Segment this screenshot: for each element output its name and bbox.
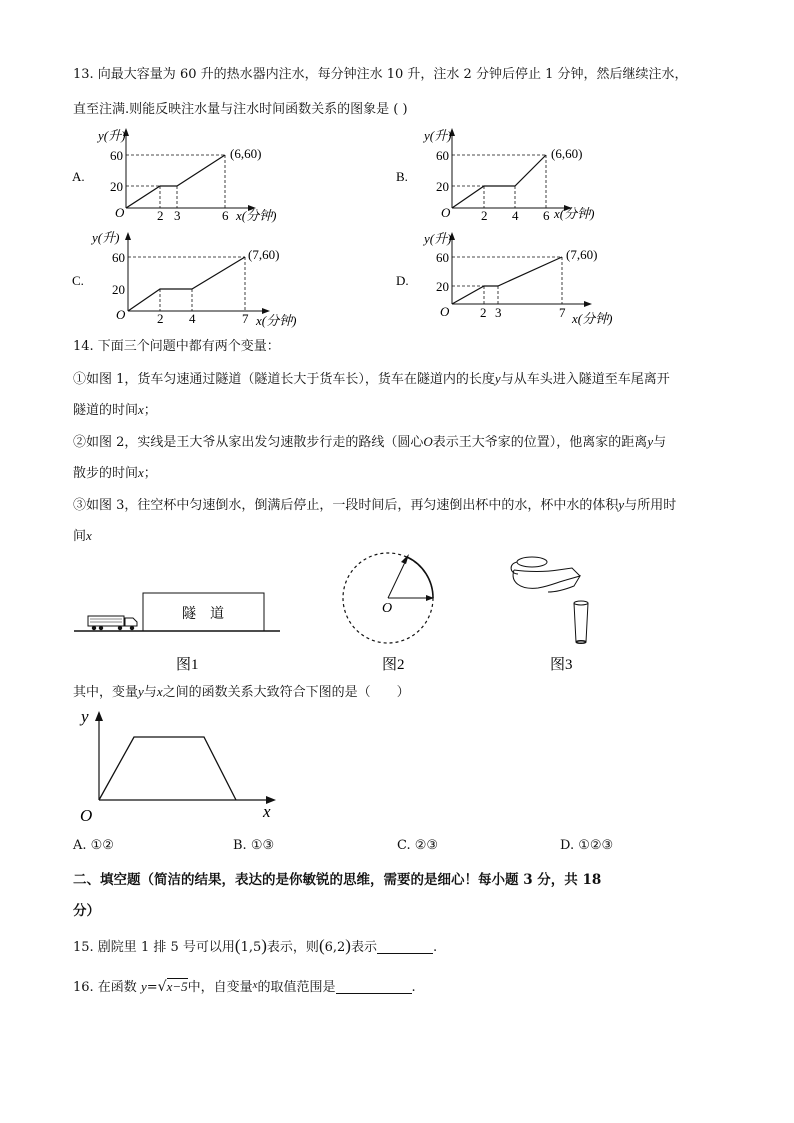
q14-item3-line2 bbox=[73, 527, 92, 546]
y-axis-label: y(升) bbox=[92, 230, 120, 245]
fig1-caption: 图1 bbox=[176, 657, 199, 673]
q16-end: . bbox=[411, 980, 416, 995]
q14-item2-line2 bbox=[73, 464, 157, 483]
trapezoid-line bbox=[99, 737, 236, 800]
q16-text-a: 16. 在函数 bbox=[73, 980, 137, 995]
q14-item1-line1 bbox=[73, 370, 670, 389]
q13-graph-d bbox=[394, 228, 644, 330]
ytick-60: 60 bbox=[110, 148, 123, 163]
option-label-a: A. bbox=[72, 169, 85, 184]
q13-line2: 直至注满.则能反映注水量与注水时间函数关系的图象是 ( ) bbox=[73, 102, 408, 117]
item3-text-b: 与所用时 bbox=[624, 498, 677, 513]
paren-close: ) bbox=[345, 936, 351, 955]
option-b[interactable]: B. ①③ bbox=[233, 838, 275, 853]
var-x: x bbox=[138, 402, 144, 417]
q15-pair2: 6,2 bbox=[324, 940, 346, 955]
var-O: O bbox=[423, 434, 433, 449]
var-x: x bbox=[156, 684, 163, 699]
section2-title-line1: 二、填空题（简洁的结果，表达的是你敏锐的思维，需要的是细心！每小题 3 分，共 18 bbox=[73, 872, 602, 888]
ytick-60: 60 bbox=[112, 250, 125, 265]
xtick-4: 4 bbox=[189, 311, 196, 326]
var-y: y bbox=[647, 434, 654, 449]
figure-2-circle bbox=[330, 540, 460, 675]
q14-answer-graph bbox=[70, 704, 290, 830]
q15-text-a: 15. 剧院里 1 排 5 号可以用 bbox=[73, 940, 235, 955]
prompt-text-a: 其中，变量 bbox=[73, 685, 139, 700]
figure-3-pour bbox=[500, 548, 610, 675]
option-label-b: B. bbox=[396, 169, 408, 184]
prompt-text-c: 之间的函数关系大致符合下图的是（ ） bbox=[162, 685, 410, 700]
graph-line bbox=[128, 257, 245, 311]
x-axis-label: x(分钟) bbox=[572, 311, 613, 326]
graph-line bbox=[126, 155, 225, 208]
q15-text-b: 表示，则 bbox=[266, 940, 319, 955]
xtick-6: 6 bbox=[543, 208, 550, 223]
end-point-label: (7,60) bbox=[566, 247, 598, 262]
xtick-7: 7 bbox=[559, 305, 566, 320]
var-y: y bbox=[138, 684, 144, 699]
x-axis-label: x(分钟) bbox=[554, 206, 595, 221]
item1-text-c: 隧道的时间 bbox=[73, 403, 139, 418]
y-axis-label: y(升) bbox=[98, 128, 126, 143]
item2-text-b: 表示王大爷家的位置），他离家的距离 bbox=[432, 435, 648, 450]
item2-end: ； bbox=[143, 466, 157, 481]
option-d[interactable]: D. ①②③ bbox=[560, 838, 614, 853]
end-point-label: (6,60) bbox=[230, 146, 262, 161]
x-label: x bbox=[263, 802, 271, 821]
origin-label: O bbox=[440, 304, 450, 319]
fig2-caption: 图2 bbox=[382, 657, 405, 673]
section2-title-line2: 分） bbox=[73, 903, 100, 919]
origin-label: O bbox=[80, 806, 93, 825]
item1-end: ； bbox=[143, 403, 157, 418]
tunnel-label: 隧 道 bbox=[182, 607, 224, 622]
item3-text-a: ③如图 3，往空杯中匀速倒水，倒满后停止，一段时间后，再匀速倒出杯中的水，杯中水的体积 bbox=[73, 498, 619, 513]
option-label-d: D. bbox=[396, 273, 409, 288]
q16-text-b: 中，自变量 bbox=[187, 980, 253, 995]
center-label: O bbox=[382, 601, 393, 616]
xtick-4: 4 bbox=[512, 208, 519, 223]
ytick-20: 20 bbox=[112, 282, 125, 297]
y-axis-label: y(升) bbox=[424, 128, 452, 143]
var-x: x bbox=[86, 528, 92, 543]
q13-graph-b bbox=[394, 124, 634, 224]
end-point-label: (6,60) bbox=[551, 146, 583, 161]
ytick-20: 20 bbox=[436, 179, 449, 194]
y-label: y bbox=[81, 707, 89, 726]
q14-intro: 14. 下面三个问题中都有两个变量： bbox=[73, 339, 280, 354]
origin-label: O bbox=[441, 205, 451, 220]
paren-open: ( bbox=[234, 936, 241, 955]
q16 bbox=[73, 976, 416, 997]
kettle-icon bbox=[511, 557, 580, 592]
q13-graph-a bbox=[70, 124, 310, 224]
graph-line bbox=[452, 257, 562, 304]
var-x: x bbox=[138, 465, 144, 480]
xtick-2: 2 bbox=[480, 305, 487, 320]
fig3-caption: 图3 bbox=[550, 657, 573, 673]
q15-text-c: 表示 bbox=[350, 940, 377, 955]
xtick-2: 2 bbox=[157, 208, 164, 223]
q14-item2-line1 bbox=[73, 433, 666, 452]
graph-line bbox=[452, 155, 546, 208]
q13-graph-c bbox=[70, 228, 320, 330]
truck-icon bbox=[88, 616, 137, 630]
q14-item1-line2 bbox=[73, 401, 157, 420]
var-y: y bbox=[494, 371, 501, 386]
xtick-3: 3 bbox=[174, 208, 181, 223]
q15-pair1: 1,5 bbox=[240, 940, 262, 955]
radicand: x−5 bbox=[166, 979, 188, 994]
paren-close: ) bbox=[261, 936, 267, 955]
paren-open: ( bbox=[318, 936, 325, 955]
option-c[interactable]: C. ②③ bbox=[397, 838, 439, 853]
walk-arc bbox=[407, 557, 433, 598]
arrow-up bbox=[401, 554, 409, 564]
q15-end: . bbox=[432, 940, 438, 955]
sqrt-icon: √ bbox=[157, 979, 167, 995]
q16-text-c: 的取值范围是 bbox=[257, 980, 336, 995]
var-y: y bbox=[618, 497, 625, 512]
origin-label: O bbox=[116, 307, 126, 322]
q16-answer-blank[interactable] bbox=[336, 979, 412, 994]
q15 bbox=[73, 937, 437, 957]
xtick-2: 2 bbox=[481, 208, 488, 223]
ytick-60: 60 bbox=[436, 250, 449, 265]
item3-text-c: 间 bbox=[73, 529, 87, 544]
ytick-20: 20 bbox=[436, 279, 449, 294]
item2-text-d: 散步的时间 bbox=[73, 466, 139, 481]
var-x: x bbox=[252, 979, 258, 991]
option-label-c: C. bbox=[72, 273, 84, 288]
item1-text-b: 与从车头进入隧道至车尾离开 bbox=[500, 372, 670, 387]
y-arrow bbox=[95, 711, 103, 721]
xtick-6: 6 bbox=[222, 208, 229, 223]
q14-prompt bbox=[73, 683, 410, 702]
xtick-2: 2 bbox=[157, 311, 164, 326]
x-axis-label: x(分钟) bbox=[236, 208, 277, 223]
prompt-text-b: 与 bbox=[143, 685, 157, 700]
xtick-3: 3 bbox=[495, 305, 502, 320]
glass-icon bbox=[574, 601, 588, 644]
end-point-label: (7,60) bbox=[248, 247, 280, 262]
ytick-20: 20 bbox=[110, 179, 123, 194]
figure-1-tunnel bbox=[70, 585, 290, 675]
radius-out bbox=[388, 558, 407, 598]
item1-text-a: ①如图 1，货车匀速通过隧道（隧道长大于货车长），货车在隧道内的长度 bbox=[73, 372, 495, 387]
x-axis-label: x(分钟) bbox=[256, 313, 297, 328]
q14-item3-line1 bbox=[73, 496, 676, 515]
q13-line1: 13. 向最大容量为 60 升的热水器内注水，每分钟注水 10 升，注水 2 分钟后停止 1 分钟，然后继续注水， bbox=[73, 67, 688, 82]
xtick-7: 7 bbox=[242, 311, 249, 326]
equals-sign: = bbox=[146, 980, 158, 995]
item2-text-a: ②如图 2，实线是王大爷从家出发匀速散步行走的路线（圆心 bbox=[73, 435, 424, 450]
y-arrow bbox=[125, 232, 131, 240]
func-lhs: y bbox=[140, 979, 147, 994]
item2-text-c: 与 bbox=[653, 435, 667, 450]
x-arrow bbox=[584, 301, 592, 307]
ytick-60: 60 bbox=[436, 148, 449, 163]
origin-label: O bbox=[115, 205, 125, 220]
option-a[interactable]: A. ①② bbox=[73, 838, 114, 853]
q15-answer-blank[interactable] bbox=[377, 939, 433, 954]
y-axis-label: y(升) bbox=[424, 231, 452, 246]
